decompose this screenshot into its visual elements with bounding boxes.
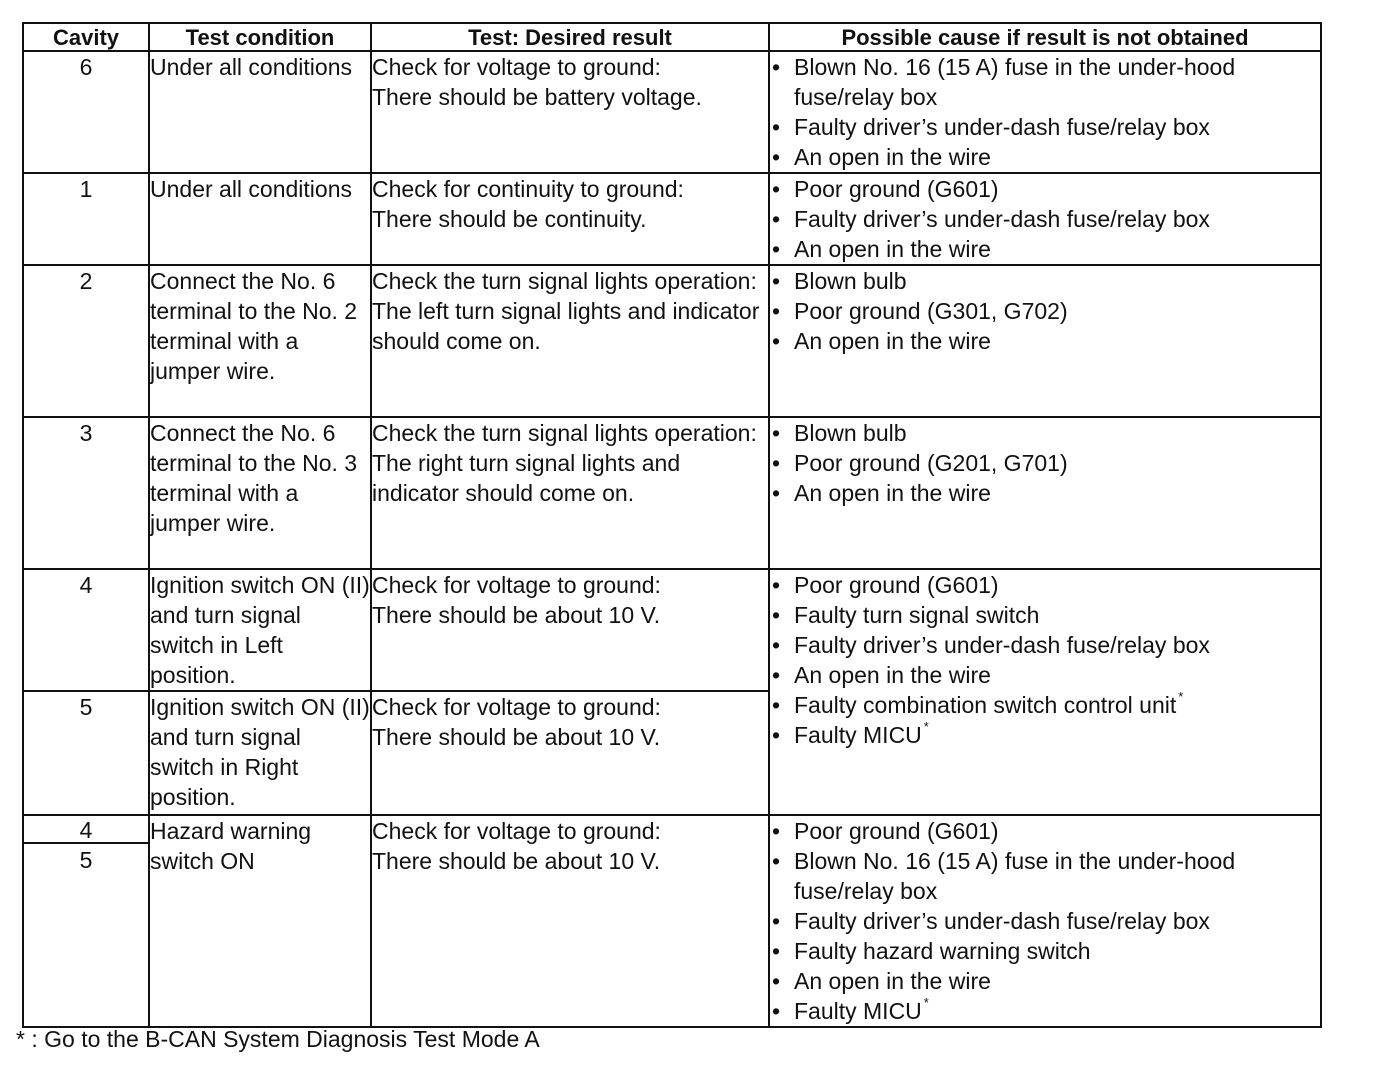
- header-possible-cause: Possible cause if result is not obtained: [769, 23, 1321, 51]
- asterisk-mark: *: [923, 719, 929, 734]
- bullet: •: [772, 298, 781, 324]
- condition-cell: Under all conditions: [149, 173, 371, 265]
- cause-cell: [769, 417, 1321, 569]
- cause-item: • An open in the wire: [772, 144, 991, 170]
- cavity-bottom: 5: [79, 847, 93, 873]
- table-row: [23, 173, 1321, 265]
- cavity-cell: 3: [23, 417, 149, 569]
- bullet: •: [772, 818, 781, 844]
- test-instruction: Check for voltage to ground:: [372, 694, 661, 720]
- cavity-top: 4: [24, 816, 148, 844]
- cause-cell: [769, 173, 1321, 265]
- test-cell: [371, 417, 769, 569]
- test-result: There should be about 10 V.: [372, 602, 661, 628]
- bullet: •: [772, 602, 781, 628]
- cause-cell-shared: [769, 569, 1321, 815]
- bullet: •: [772, 268, 781, 294]
- test-instruction: Check the turn signal lights operation:: [372, 420, 757, 446]
- table-row: [23, 569, 1321, 691]
- cavity-cell: 2: [23, 265, 149, 417]
- bullet: •: [772, 114, 781, 140]
- condition-cell: Under all conditions: [149, 51, 371, 173]
- test-result: There should be battery voltage.: [372, 84, 702, 110]
- cause-cell: [769, 265, 1321, 417]
- bullet: •: [772, 420, 781, 446]
- cause-item: • Faulty hazard warning switch: [772, 938, 1091, 964]
- test-instruction: Check for voltage to ground:: [372, 54, 661, 80]
- bullet: •: [772, 632, 781, 658]
- cause-item: • Faulty turn signal switch: [772, 602, 1040, 628]
- cause-item: • Poor ground (G201, G701): [772, 450, 1068, 476]
- cause-item: • An open in the wire: [772, 968, 991, 994]
- footnote: [16, 1024, 540, 1054]
- test-result: The right turn signal lights and indicator should come on.: [372, 450, 681, 506]
- test-instruction: Check for continuity to ground:: [372, 176, 684, 202]
- test-cell: [371, 691, 769, 815]
- bullet: •: [772, 206, 781, 232]
- test-result: There should be continuity.: [372, 206, 647, 232]
- cause-item: • Faulty driver’s under-dash fuse/relay box: [772, 632, 1210, 658]
- test-cell: [371, 51, 769, 173]
- cause-cell: [769, 815, 1321, 1027]
- header-cavity: Cavity: [23, 23, 149, 51]
- test-cell: [371, 265, 769, 417]
- troubleshooting-table: [22, 22, 1322, 1028]
- test-instruction: Check for voltage to ground:: [372, 818, 661, 844]
- cause-item: • Faulty driver’s under-dash fuse/relay box: [772, 114, 1210, 140]
- bullet: •: [772, 938, 781, 964]
- table-row: [23, 815, 1321, 1027]
- table-header-row: [23, 23, 1321, 51]
- cause-item: • Blown bulb: [772, 268, 907, 294]
- bullet: •: [772, 450, 781, 476]
- condition-cell: Hazard warning switch ON: [149, 815, 371, 1027]
- test-cell: [371, 569, 769, 691]
- condition-cell: Ignition switch ON (II) and turn signal switch in Right position.: [149, 691, 371, 815]
- bullet: •: [772, 144, 781, 170]
- cause-item: • An open in the wire: [772, 662, 991, 688]
- test-cell: [371, 173, 769, 265]
- test-result: There should be about 10 V.: [372, 848, 661, 874]
- test-instruction: Check the turn signal lights operation:: [372, 268, 757, 294]
- cause-item: • Blown No. 16 (15 A) fuse in the under-hood fuse/relay box: [772, 54, 1236, 110]
- cause-item: • An open in the wire: [772, 328, 991, 354]
- cause-item: • Poor ground (G601): [772, 176, 999, 202]
- bullet: •: [772, 54, 781, 80]
- bullet: •: [772, 662, 781, 688]
- bullet: •: [772, 328, 781, 354]
- cause-cell: [769, 51, 1321, 173]
- cause-item: • An open in the wire: [772, 480, 991, 506]
- cause-item: • Faulty driver’s under-dash fuse/relay box: [772, 908, 1210, 934]
- header-test-condition: Test condition: [149, 23, 371, 51]
- cavity-cell: 4: [23, 569, 149, 691]
- cavity-cell: 6: [23, 51, 149, 173]
- cavity-cell-split: [23, 815, 149, 1027]
- test-cell: [371, 815, 769, 1027]
- condition-cell: Ignition switch ON (II) and turn signal switch in Left position.: [149, 569, 371, 691]
- cause-item: • Poor ground (G301, G702): [772, 298, 1068, 324]
- bullet: •: [772, 480, 781, 506]
- cause-item: • Faulty combination switch control unit *: [772, 689, 1184, 718]
- cause-item: • Blown No. 16 (15 A) fuse in the under-hood fuse/relay box: [772, 848, 1236, 904]
- cause-item: • Faulty MICU *: [772, 995, 929, 1024]
- bullet: •: [772, 692, 781, 718]
- asterisk-mark: *: [1178, 689, 1184, 704]
- header-desired-result: Test: Desired result: [371, 23, 769, 51]
- bullet: •: [772, 236, 781, 262]
- table-row: [23, 265, 1321, 417]
- table-row: [23, 51, 1321, 173]
- cause-item: • Poor ground (G601): [772, 572, 999, 598]
- bullet: •: [772, 572, 781, 598]
- test-result: The left turn signal lights and indicator should come on.: [372, 298, 760, 354]
- bullet: •: [772, 176, 781, 202]
- bullet: •: [772, 998, 781, 1024]
- test-instruction: Check for voltage to ground:: [372, 572, 661, 598]
- cavity-cell: 1: [23, 173, 149, 265]
- asterisk-mark: *: [923, 995, 929, 1010]
- table-row: [23, 417, 1321, 569]
- test-result: There should be about 10 V.: [372, 724, 661, 750]
- cause-item: • Faulty driver’s under-dash fuse/relay box: [772, 206, 1210, 232]
- cause-item: • Blown bulb: [772, 420, 907, 446]
- bullet: •: [772, 908, 781, 934]
- condition-cell: Connect the No. 6 terminal to the No. 3 terminal with a jumper wire.: [149, 417, 371, 569]
- cause-item: • An open in the wire: [772, 236, 991, 262]
- cause-item: • Faulty MICU *: [772, 719, 929, 748]
- bullet: •: [772, 722, 781, 748]
- bullet: •: [772, 968, 781, 994]
- cause-item: • Poor ground (G601): [772, 818, 999, 844]
- cavity-cell: 5: [23, 691, 149, 815]
- condition-cell: Connect the No. 6 terminal to the No. 2 terminal with a jumper wire.: [149, 265, 371, 417]
- bullet: •: [772, 848, 781, 874]
- footnote-text: : Go to the B-CAN System Diagnosis Test Mode A: [31, 1026, 540, 1052]
- footnote-mark: *: [16, 1026, 25, 1052]
